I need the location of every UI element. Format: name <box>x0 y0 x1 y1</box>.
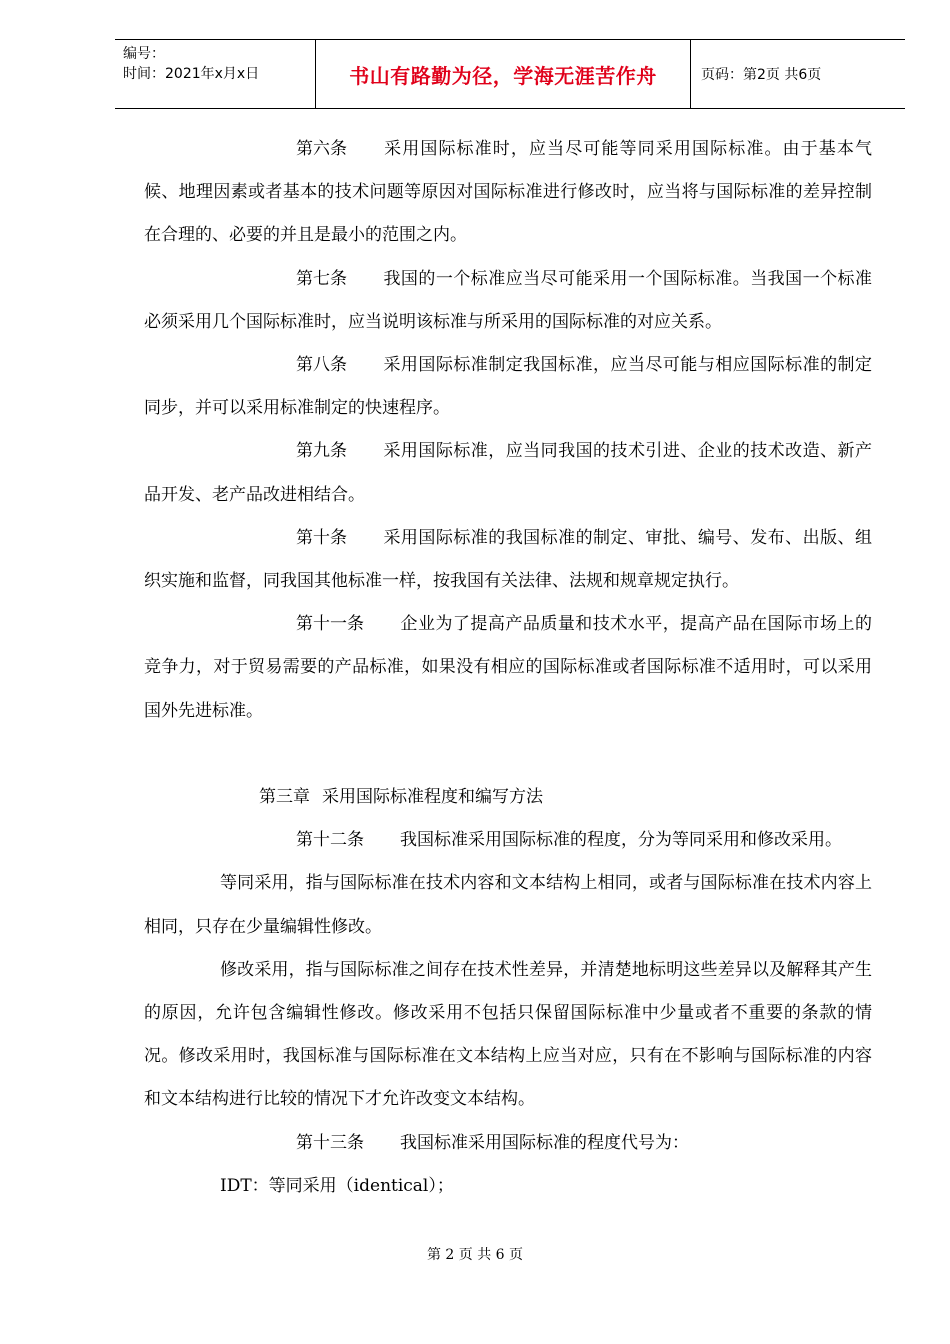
header-motto-cell <box>315 40 691 108</box>
article-text: 采用国际标准制定我国标准，应当尽可能与相应国际标准的制定同步，并可以采用标准制定的快速程序。 <box>144 355 872 419</box>
article-label: 第十一条 <box>296 614 364 635</box>
header-motto: 书山有路勤为径，学海无涯苦作舟 <box>349 63 657 88</box>
article-6 <box>144 128 872 258</box>
article-8 <box>144 344 872 430</box>
article-label: 第九条 <box>296 441 347 462</box>
article-text: 采用国际标准时，应当尽可能等同采用国际标准。由于基本气候、地理因素或者基本的技术问题等原因对国际标准进行修改时，应当将与国际标准的差异控制在合理的、必要的并且是最小的范围之内。 <box>144 139 872 246</box>
spacer <box>144 733 872 776</box>
idt-line: IDT：等同采用（identical）； <box>220 1175 454 1196</box>
article-text: 企业为了提高产品质量和技术水平，提高产品在国际市场上的竞争力，对于贸易需要的产品标准，如果没有相应的国际标准或者国际标准不适用时，可以采用国外先进标准。 <box>144 614 872 721</box>
article-label: 第十二条 <box>296 830 364 851</box>
article-label: 第七条 <box>296 268 347 289</box>
article-label: 第六条 <box>296 139 347 159</box>
document-body <box>144 128 872 1208</box>
article-7 <box>144 258 872 344</box>
article-9 <box>144 430 872 516</box>
article-text: 采用国际标准，应当同我国的技术引进、企业的技术改造、新产品开发、老产品改进相结合。 <box>144 441 872 505</box>
chapter-heading <box>144 776 872 819</box>
article-label: 第八条 <box>296 355 347 376</box>
page-header <box>115 39 905 109</box>
article-text: 我国的一个标准应当尽可能采用一个国际标准。当我国一个标准必须采用几个国际标准时，应当说明该标准与所采用的国际标准的对应关系。 <box>144 268 872 332</box>
article-label: 第十条 <box>296 527 347 548</box>
chapter-label: 第三章 <box>259 787 310 808</box>
article-text: 采用国际标准的我国标准的制定、审批、编号、发布、出版、组织实施和监督，同我国其他标准一样，按我国有关法律、法规和规章规定执行。 <box>144 527 872 592</box>
header-page-info: 页码：第2页 共6页 <box>701 67 822 83</box>
paragraph-modified: 修改采用，指与国际标准之间存在技术性差异，并清楚地标明这些差异以及解释其产生的原因，允许包含编辑性修改。修改采用不包括只保留国际标准中少量或者不重要的条款的情况。修改采用时，我国标准与国际标准在文本结构上应当对应，只有在不影响与国际标准的内容和文本结构进行比较的情况下才允许改变文本结构。 <box>144 959 872 1110</box>
header-meta <box>115 40 315 108</box>
article-12 <box>144 819 872 862</box>
article-text: 我国标准采用国际标准的程度，分为等同采用和修改采用。 <box>400 830 842 851</box>
article-10 <box>144 517 872 603</box>
article-label: 第十三条 <box>296 1132 364 1153</box>
page-footer: 第 2 页 共 6 页 <box>426 1247 524 1263</box>
article-13 <box>144 1122 872 1165</box>
paragraph-identical: 等同采用，指与国际标准在技术内容和文本结构上相同，或者与国际标准在技术内容上相同，只存在少量编辑性修改。 <box>144 873 872 937</box>
article-text: 我国标准采用国际标准的程度代号为： <box>400 1132 689 1153</box>
chapter-title: 采用国际标准程度和编写方法 <box>322 787 543 808</box>
doc-number: 编号： <box>123 46 165 62</box>
doc-date: 时间：2021年x月x日 <box>123 66 260 82</box>
article-11 <box>144 603 872 733</box>
